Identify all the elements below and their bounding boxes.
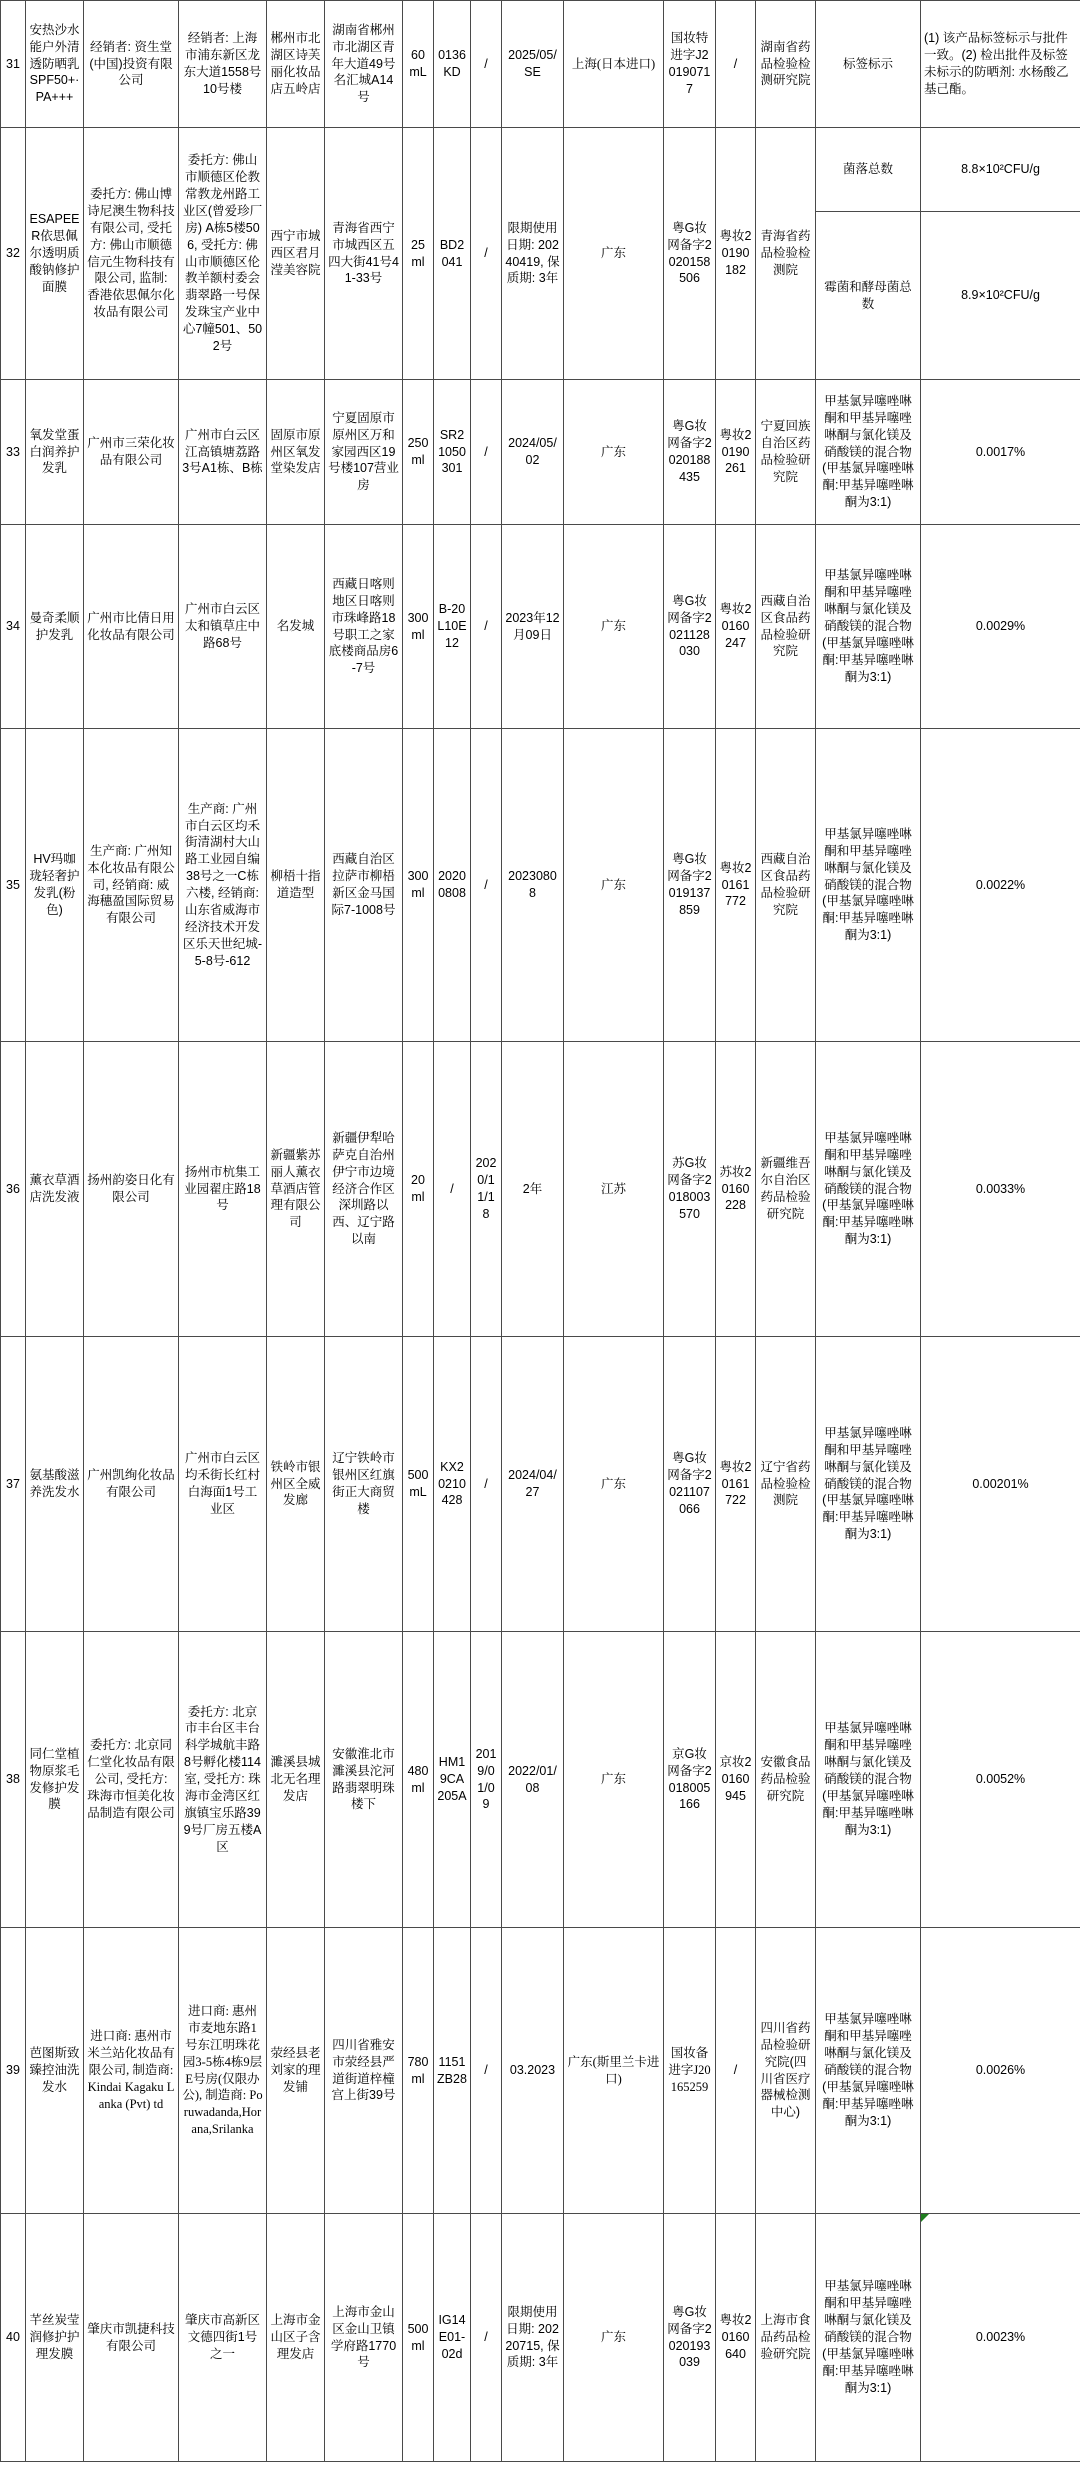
cell-batch: BD2041: [434, 128, 471, 380]
cell-product: 安热沙水能户外清透防晒乳SPF50+·PA+++: [26, 1, 84, 128]
cell-date2: 03.2023: [502, 1928, 564, 2214]
cell-volume: 60 mL: [403, 1, 434, 128]
table-row: [1, 525, 1080, 729]
cell-detected-value: [921, 2214, 1080, 2462]
cell-no: 40: [1, 2214, 26, 2462]
cell-shop: 上海市金山区子含理发店: [267, 2214, 325, 2462]
cell-no: 36: [1, 1042, 26, 1337]
cell-license1: 粤G妆网备字2019137859: [664, 729, 716, 1042]
cell-company-address: 广州市白云区江高镇塘荔路3号A1栋、B栋: [179, 380, 267, 525]
cell-volume: 480 ml: [403, 1632, 434, 1928]
cell-date1: /: [471, 128, 502, 380]
cell-no: 33: [1, 380, 26, 525]
table-row: [1, 1337, 1080, 1632]
cell-region: 上海(日本进口): [564, 1, 664, 128]
cell-shop: 西宁市城西区君月滢美容院: [267, 128, 325, 380]
cell-date1: /: [471, 1928, 502, 2214]
cell-product: ESAPEER依思佩尔透明质酸钠修护面膜: [26, 128, 84, 380]
cell-date2: 限期使用日期: 20220715, 保质期: 3年: [502, 2214, 564, 2462]
cell-detected-value: [921, 1, 1080, 128]
cell-company-address: 委托方: 北京市丰台区丰台科学城航丰路8号孵化楼114室, 受托方: 珠海市金湾区红旗镇宝乐路399号厂房五楼A区: [179, 1632, 267, 1928]
detected-value-text: 0.0026%: [975, 2063, 1026, 2078]
cell-batch: IG14E01-02d: [434, 2214, 471, 2462]
cell-date1: /: [471, 1, 502, 128]
detected-value-text: 0.0029%: [975, 619, 1026, 634]
cell-region: 广东: [564, 1337, 664, 1632]
cell-volume: 20 ml: [403, 1042, 434, 1337]
cell-shop: 郴州市北湖区诗芙丽化妆品店五岭店: [267, 1, 325, 128]
detected-value-text: 0.0017%: [975, 444, 1026, 459]
cell-license2: 粤妆20161772: [716, 729, 756, 1042]
cell-date2: 2年: [502, 1042, 564, 1337]
cell-problem-item: 甲基氯异噻唑啉酮和甲基异噻唑啉酮与氯化镁及硝酸镁的混合物(甲基氯异噻唑啉酮:甲基异噻唑啉酮为3:1): [816, 1042, 921, 1337]
cell-no: 31: [1, 1, 26, 128]
cell-product: 曼奇柔顺护发乳: [26, 525, 84, 729]
cell-detected-value: [921, 128, 1080, 212]
cell-company-address: 广州市白云区均禾街长红村白海面1号工业区: [179, 1337, 267, 1632]
cell-region: 江苏: [564, 1042, 664, 1337]
cell-license1: 粤G妆网备字2021107066: [664, 1337, 716, 1632]
cell-company-address: 经销者: 上海市浦东新区龙东大道1558号10号楼: [179, 1, 267, 128]
cell-date2: 2022/01/08: [502, 1632, 564, 1928]
cell-date1: /: [471, 525, 502, 729]
cell-company: 委托方: 佛山博诗尼澳生物科技有限公司, 受托方: 佛山市顺德信元生物科技有限公司, 监制: 香港依思佩尔化妆品有限公司: [84, 128, 179, 380]
cell-volume: 780 ml: [403, 1928, 434, 2214]
cell-shop: 濉溪县城北无名理发店: [267, 1632, 325, 1928]
cell-no: 39: [1, 1928, 26, 2214]
cell-detected-value: [921, 1337, 1080, 1632]
detected-value-text: 8.8×10²CFU/g: [961, 162, 1040, 177]
cell-date2: 2024/05/02: [502, 380, 564, 525]
cell-license1: 国妆备进字J20165259: [664, 1928, 716, 2214]
cell-problem-item: 甲基氯异噻唑啉酮和甲基异噻唑啉酮与氯化镁及硝酸镁的混合物(甲基氯异噻唑啉酮:甲基异噻唑啉酮为3:1): [816, 2214, 921, 2462]
cell-shop-address: 西藏日喀则地区日喀则市珠峰路18号职工之家底楼商品房6-7号: [325, 525, 403, 729]
cell-license2: 京妆20160945: [716, 1632, 756, 1928]
cell-license1: 苏G妆网备字2018003570: [664, 1042, 716, 1337]
cell-region: 广东: [564, 729, 664, 1042]
cell-company: 肇庆市凯捷科技有限公司: [84, 2214, 179, 2462]
cell-license1: 京G妆网备字2018005166: [664, 1632, 716, 1928]
cell-shop-address: 西藏自治区拉萨市柳梧新区金马国际7-1008号: [325, 729, 403, 1042]
cell-batch: B-20L10E12: [434, 525, 471, 729]
cell-batch: KX20210428: [434, 1337, 471, 1632]
cell-company-address: 委托方: 佛山市顺德区伦教常教龙州路工业区(曾爱珍厂房) A栋5楼506, 受托方: 佛山市顺德区伦教羊额村委会翡翠路一号保发珠宝产业中心7幢501、502号: [179, 128, 267, 380]
cell-license1: 国妆特进字J20190717: [664, 1, 716, 128]
table-row: [1, 1, 1080, 128]
cell-region: 广东: [564, 128, 664, 380]
cell-detected-value: [921, 212, 1080, 380]
cell-company: 生产商: 广州知本化妆品有限公司, 经销商: 威海穗盈国际贸易有限公司: [84, 729, 179, 1042]
cell-license2: 粤妆20160640: [716, 2214, 756, 2462]
cell-detected-value: [921, 525, 1080, 729]
green-corner-marker: [921, 2214, 929, 2222]
cell-problem-item: 甲基氯异噻唑啉酮和甲基异噻唑啉酮与氯化镁及硝酸镁的混合物(甲基氯异噻唑啉酮:甲基异噻唑啉酮为3:1): [816, 380, 921, 525]
cell-shop-address: 四川省雅安市荥经县严道街道梓橦宫上街39号: [325, 1928, 403, 2214]
cell-problem-item: 甲基氯异噻唑啉酮和甲基异噻唑啉酮与氯化镁及硝酸镁的混合物(甲基氯异噻唑啉酮:甲基异噻唑啉酮为3:1): [816, 729, 921, 1042]
table-row: [1, 128, 1080, 212]
cell-detected-value: [921, 729, 1080, 1042]
cell-date2: 2024/04/27: [502, 1337, 564, 1632]
cell-detected-value: [921, 1042, 1080, 1337]
cell-shop-address: 安徽淮北市濉溪县沱河路翡翠明珠楼下: [325, 1632, 403, 1928]
cell-date2: 2023年12月09日: [502, 525, 564, 729]
cell-company: 广州市三荣化妆品有限公司: [84, 380, 179, 525]
cell-shop: 固原市原州区氧发堂染发店: [267, 380, 325, 525]
cell-shop-address: 辽宁铁岭市银州区红旗街正大商贸楼: [325, 1337, 403, 1632]
cell-problem-item: 菌落总数: [816, 128, 921, 212]
cell-volume: 500 mL: [403, 1337, 434, 1632]
cell-product: 同仁堂植物原浆毛发修护发膜: [26, 1632, 84, 1928]
cell-company-address: 扬州市杭集工业园翟庄路18号: [179, 1042, 267, 1337]
cell-date2: 20230808: [502, 729, 564, 1042]
cell-problem-item: 霉菌和酵母菌总数: [816, 212, 921, 380]
cell-institution: 宁夏回族自治区药品检验研究院: [756, 380, 816, 525]
cell-company: 广州市比倩日用化妆品有限公司: [84, 525, 179, 729]
cell-company-address: 广州市白云区太和镇草庄中路68号: [179, 525, 267, 729]
cell-institution: 新疆维吾尔自治区药品检验研究院: [756, 1042, 816, 1337]
detected-value-text: 0.0033%: [975, 1181, 1026, 1196]
cell-shop-address: 宁夏固原市原州区万和家园西区19号楼107营业房: [325, 380, 403, 525]
cell-date1: /: [471, 1337, 502, 1632]
cell-institution: 西藏自治区食品药品检验研究院: [756, 729, 816, 1042]
cell-product: 薰衣草酒店洗发液: [26, 1042, 84, 1337]
detected-value-text: 0.0052%: [975, 1772, 1026, 1787]
table-row: [1, 1632, 1080, 1928]
cell-product: HV玛咖珑轻奢护发乳(粉色): [26, 729, 84, 1042]
cell-batch: /: [434, 1042, 471, 1337]
cell-license2: /: [716, 1, 756, 128]
cell-detected-value: [921, 1632, 1080, 1928]
cell-institution: 上海市食品药品检验研究院: [756, 2214, 816, 2462]
cell-batch: 0136KD: [434, 1, 471, 128]
detected-value-text: 0.00201%: [972, 1476, 1029, 1491]
cell-institution: 西藏自治区食品药品检验研究院: [756, 525, 816, 729]
table-row: [1, 380, 1080, 525]
cell-region: 广东: [564, 525, 664, 729]
cell-detected-value: [921, 380, 1080, 525]
cell-volume: 300 ml: [403, 729, 434, 1042]
cell-shop: 荥经县老刘家的理发铺: [267, 1928, 325, 2214]
cell-problem-item: 甲基氯异噻唑啉酮和甲基异噻唑啉酮与氯化镁及硝酸镁的混合物(甲基氯异噻唑啉酮:甲基异噻唑啉酮为3:1): [816, 1928, 921, 2214]
cell-institution: 青海省药品检验检测院: [756, 128, 816, 380]
cell-batch: SR21050301: [434, 380, 471, 525]
cell-no: 35: [1, 729, 26, 1042]
cell-company: 进口商: 惠州市米兰站化妆品有限公司, 制造商: Kindai Kagaku Lanka (Pvt) td: [84, 1928, 179, 2214]
cell-no: 34: [1, 525, 26, 729]
cell-license1: 粤G妆网备字2020193039: [664, 2214, 716, 2462]
cell-problem-item: 甲基氯异噻唑啉酮和甲基异噻唑啉酮与氯化镁及硝酸镁的混合物 (甲基氯异噻唑啉酮:甲基异噻唑啉酮为3:1): [816, 1632, 921, 1928]
cell-license2: 粤妆20161722: [716, 1337, 756, 1632]
cell-shop: 名发城: [267, 525, 325, 729]
cell-date1: /: [471, 729, 502, 1042]
cell-problem-item: 甲基氯异噻唑啉酮和甲基异噻唑啉酮与氯化镁及硝酸镁的混合物(甲基氯异噻唑啉酮:甲基异噻唑啉酮为3:1): [816, 525, 921, 729]
detected-value-text: (1) 该产品标签标示与批件一致。(2) 检出批件及标签未标示的防晒剂: 水杨酸乙基己酯。: [924, 31, 1069, 96]
cell-shop: 铁岭市银州区全威发廊: [267, 1337, 325, 1632]
cell-license2: 粤妆20190261: [716, 380, 756, 525]
cell-batch: 20200808: [434, 729, 471, 1042]
cell-shop: 柳梧十指道造型: [267, 729, 325, 1042]
cell-institution: 湖南省药品检验检测研究院: [756, 1, 816, 128]
cell-shop-address: 青海省西宁市城西区五四大街41号41-33号: [325, 128, 403, 380]
cell-license2: 粤妆20190182: [716, 128, 756, 380]
cell-volume: 300 ml: [403, 525, 434, 729]
cell-batch: 1151ZB28: [434, 1928, 471, 2214]
cell-shop-address: 新疆伊犁哈萨克自治州伊宁市边境经济合作区深圳路以西、辽宁路以南: [325, 1042, 403, 1337]
table-row: [1, 1928, 1080, 2214]
cell-institution: 四川省药品检验研究院(四川省医疗器械检测中心): [756, 1928, 816, 2214]
cell-no: 32: [1, 128, 26, 380]
cell-date2: 2025/05/SE: [502, 1, 564, 128]
detected-value-text: 0.0023%: [975, 2330, 1026, 2345]
detected-value-text: 0.0022%: [975, 877, 1026, 892]
cell-company: 经销者: 资生堂(中国)投资有限公司: [84, 1, 179, 128]
cell-license2: 苏妆20160228: [716, 1042, 756, 1337]
cell-detected-value: [921, 1928, 1080, 2214]
cell-shop: 新疆紫苏丽人薰衣草酒店管理有限公司: [267, 1042, 325, 1337]
cell-date1: 2019/01/09: [471, 1632, 502, 1928]
cell-region: 广东: [564, 2214, 664, 2462]
cell-volume: 25 ml: [403, 128, 434, 380]
cell-problem-item: 标签标示: [816, 1, 921, 128]
table-row: [1, 1042, 1080, 1337]
cell-product: 芊丝炭莹润修护护理发膜: [26, 2214, 84, 2462]
cell-product: 芭图斯致臻控油洗发水: [26, 1928, 84, 2214]
cell-volume: 500 ml: [403, 2214, 434, 2462]
cell-no: 37: [1, 1337, 26, 1632]
cell-license2: 粤妆20160247: [716, 525, 756, 729]
cell-date1: 2020/11/18: [471, 1042, 502, 1337]
cell-company: 扬州韵姿日化有限公司: [84, 1042, 179, 1337]
cell-product: 氧发堂蛋白润养护发乳: [26, 380, 84, 525]
cell-region: 广东(斯里兰卡进口): [564, 1928, 664, 2214]
cell-company-address: 进口商: 惠州市麦地东路1号东江明珠花园3-5栋4栋9层E号房(仅限办公), 制造商: Poruwadanda,Horana,Srilanka: [179, 1928, 267, 2214]
cell-region: 广东: [564, 1632, 664, 1928]
cell-company: 委托方: 北京同仁堂化妆品有限公司, 受托方: 珠海市恒美化妆品制造有限公司: [84, 1632, 179, 1928]
cell-no: 38: [1, 1632, 26, 1928]
cell-volume: 250 ml: [403, 380, 434, 525]
cell-company: 广州凯绚化妆品有限公司: [84, 1337, 179, 1632]
cell-shop-address: 上海市金山区金山卫镇学府路1770号: [325, 2214, 403, 2462]
cell-date1: /: [471, 380, 502, 525]
cell-region: 广东: [564, 380, 664, 525]
cell-license1: 粤G妆网备字2021128030: [664, 525, 716, 729]
table-row: [1, 2214, 1080, 2462]
cell-shop-address: 湖南省郴州市北湖区青年大道49号名汇城A14号: [325, 1, 403, 128]
inspection-table-body: [1, 1, 1080, 2462]
detected-value-text: 8.9×10²CFU/g: [961, 288, 1040, 303]
cell-license1: 粤G妆网备字2020158506: [664, 128, 716, 380]
cell-license1: 粤G妆网备字2020188435: [664, 380, 716, 525]
cell-product: 氨基酸滋养洗发水: [26, 1337, 84, 1632]
cell-batch: HM19CA205A: [434, 1632, 471, 1928]
cell-company-address: 肇庆市高新区文德四街1号之一: [179, 2214, 267, 2462]
cell-date1: /: [471, 2214, 502, 2462]
cell-institution: 辽宁省药品检验检测院: [756, 1337, 816, 1632]
table-row: [1, 729, 1080, 1042]
cell-date2: 限期使用日期: 20240419, 保质期: 3年: [502, 128, 564, 380]
cell-company-address: 生产商: 广州市白云区均禾街清湖村大山路工业园自编38号之一C栋六楼, 经销商: 山东省威海市经济技术开发区乐天世纪城-5-8号-612: [179, 729, 267, 1042]
cell-problem-item: 甲基氯异噻唑啉酮和甲基异噻唑啉酮与氯化镁及硝酸镁的混合物(甲基氯异噻唑啉酮:甲基异噻唑啉酮为3:1): [816, 1337, 921, 1632]
cell-institution: 安徽食品药品检验研究院: [756, 1632, 816, 1928]
cell-license2: /: [716, 1928, 756, 2214]
